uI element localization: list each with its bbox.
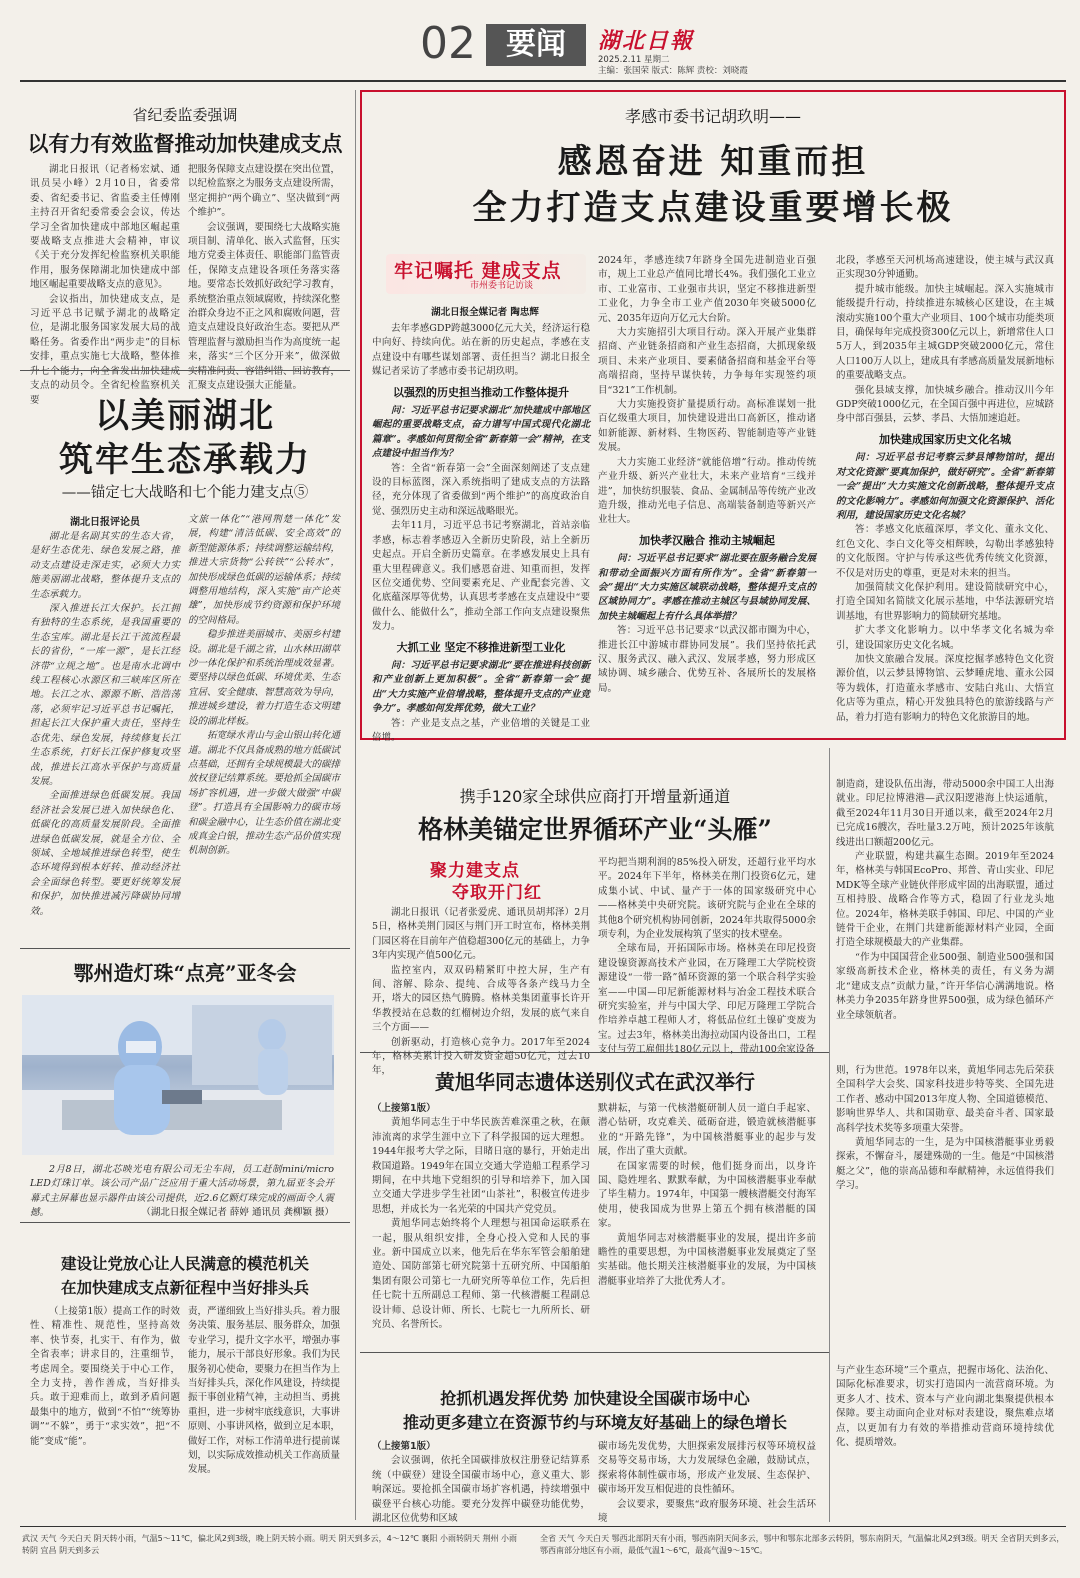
huang-headline: 黄旭华同志遗体送别仪式在武汉举行 [435,1070,755,1094]
ecology-byline: 湖北日报评论员 [70,517,140,528]
paragraph: 答：习近平总书记要求“以武汉都市圈为中心，推进长江中游城市群协同发展”。我们坚持依托武汉、服务武汉、融入武汉、发展孝感，努力形成区域协调、城乡融合、优势互补、各展所长的发展格局。 [598,625,816,694]
paragraph: 会议强调，要围绕七大战略实施项目制、清单化、嵌入式监督，压实地方党委主体责任、职能部门监管责任，保障支点建设各项任务落实落地。要常态长效抓好政纪学习教育，系统整治重点领域腐败，持续深化整治群众身边不正之风和腐败问题，营造支点建设良好政治生态。要把从严管理监督与激励担当作为高度统一起来，落实“三个区分开来”，做深做实精准问责、容错纠错、回访教育，汇聚支点建设强大正能量。 [188,221,341,392]
paragraph: 黄旭华同志生于中华民族苦难深重之秋，在颠沛流离的求学生涯中立下了科学报国的远大理想。1944年报考大学之际，目睹日寇的暴行，开始走出救国道路。1949年在国立交通大学造船工程系学习期间，在中共地下党组织的引导和培养下，加入国立交通大学进步学生社团“山茶社”，积极宣传进步思想，并成长为一名光荣的中国共产党党员。 [372,1117,590,1215]
feature-stamp [386,254,586,294]
question: 问：习近平总书记考察云梦县博物馆时，提出对文化资源“要真加保护，做好研究”。全省“新春第一会”提出“大力实施文化创新战略，整体提升支点的文化影响力”。孝感如何加强文化资源保护、活化利用，建设国家历史文化名城？ [836,452,1054,521]
feature-col2 [598,254,816,734]
paragraph: 产业联盟，构建共赢生态圈。2019年至2024年，格林美与韩国EcoPro、邦普、青山实业、印尼MDK等全球产业链伙伴形成牢固的出海联盟，通过互相持股、战略合作等方式，稳固了行业龙头地位。2024年，格林美联手韩国、印尼、中国的产业链骨干企业，在荆门共建新能源材料产业园，全面打造全球规模最大的产业集群。 [836,851,1054,949]
paragraph: 黄旭华同志始终将个人理想与祖国命运联系在一起，服从组织安排，全身心投入党和人民的事业。新中国成立以来，他先后在华东军管会船舶建造处、国防部第七研究院第十五研究所、中国船舶集团有限公司第七一九研究所等单位工作，先后担任七院十五所副总工程师、第一代核潜艇工程副总设计师、总设计师、所长、七院七一九所所长、研究员、名誉所长。 [372,1218,590,1331]
page-number: 02 [420,18,476,69]
paragraph: 答：孝感文化底蕴深厚，孝文化、董永文化、红色文化、李白文化等交相辉映，勾勒出孝感独特的文化版图。守护与传承这些优秀传统文化资源，不仅是对历史的尊重，更是对未来的担当。 [836,524,1054,579]
paragraph: 去年孝感GDP跨越3000亿元大关，经济运行稳中向好、持续向优。站在新的历史起点，孝感在支点建设中有哪些谋划部署、责任担当？湖北日报全媒记者采访了孝感市委书记胡玖明。 [372,323,590,378]
huang-col3 [836,1064,1054,1358]
feature-col1 [372,322,590,743]
paragraph: 创新驱动，打造核心竞争力。2017年至2024年，格林美累计投入研发资金超50亿元，过去10年， [372,1036,590,1077]
gem-stamp-title: 聚力建支点 [430,861,520,881]
continued-marker: （上接第1版） [372,1441,436,1452]
stamp-title: 牢记嘱托 建成支点 [394,260,562,282]
paragraph: 与产业生态环境”三个重点，把握市场化、法治化、国际化标准要求，切实打造国内一流营商环境。为更多人才、技术、资本与产业向湖北集聚提供根本保障。要主动面向企业对标对表建设，聚焦难点堵点，以更加有力有效的举措推动营商环境持续优化、提质增效。 [836,1365,1054,1449]
gem-kicker: 携手120家全球供应商打开增量新通道 [459,787,731,806]
feature-subhead-2: 大抓工业 坚定不移推进新型工业化 [396,640,566,654]
paragraph: 北段，孝感至天河机场高速建设，使主城与武汉真正实现30分钟通勤。 [836,255,1054,281]
paragraph: 监控室内，双双码精紧盯中控大屏，生产有间、溶解、除杂、提纯、合成等各条产线马力全开，塔大的园区热气腾腾。格林美集团董事长许开华教授站在总数的红榴树边介绍，发展的底气来自三个方面—— [372,964,590,1034]
paragraph: 加强简牍文化保护利用。建设简牍研究中心，打造全国知名简牍文化展示基地，中华法源研究培训基地，有世界影响力的简牍研究基地。 [836,581,1054,622]
paragraph: 全球布局，开拓国际市场。格林美在印尼投资建设镍资源高技术产业园，在万隆理工大学院校资源建设“一带一路”循环资源的第一个联合科学实验室——中国—印尼新能源材料与冶金工程技术联合研究实验室，并与中国大学、印尼万隆理工学院合作培养卓越工程师人才，将低品位红土镍矿变废为宝。过去3年，格林美出海拉动国内设备出口，工程支付与劳工雇佣共180亿元以上，带动100余家设备 [598,943,816,1056]
paragraph: 加快文旅融合发展。深度挖掘孝感特色文化资源价值，以云梦县博物馆、云梦睡虎地、董永公园等为载体，打造董永孝感市、安陆白兆山、大悟宣化店等为重点，精心开发独具特色的旅游线路与产品，着力打造有影响力的特色文化旅游目的地。 [836,653,1054,723]
feature-byline: 湖北日报全媒记者 陶忠辉 [431,307,539,318]
paragraph: 拓宽绿水青山与金山银山转化通道。湖北不仅具备成熟的地方低碳试点基础，还拥有全球规模最大的碳排放权登记结算系统。要抢抓全国碳市场扩容机遇，进一步做大做强“中碳登”。打造具有全国影响力的碳市场和碳金融中心，让生态价值在湖北变成真金白银，推动生态产品价值实现机制创新。 [188,730,341,857]
party-body-col1 [30,1305,180,1520]
weather-wuhan: 武汉 天气 今天白天 阴天转小雨，气温5～11℃，偏北风2到3级，晚上阴天转小雨。明天 阴天到多云，4～12℃ 襄阳 小雨转阴天 荆州 小雨转阴 宜昌 阴天到多云 [22,1534,518,1555]
paragraph: 把服务保障支点建设摆在突出位置，以纪检监察之为服务支点建设所需，坚定拥护“两个确立”、坚决做到“两个维护”。 [188,164,341,219]
paragraph: 湖北日报讯（记者杨宏斌、通讯员吴小峰）2月10日，省委常委、省纪委书记、省监委主任傅刚主持召开省纪委常委会会议，传达学习全省加快建成中部地区崛起重要战略支点推进大会精神，审议《关于充分发挥纪检监察机关职能作用，服务保障湖北加快建成中部地区崛起重要战略支点的意见》。 [30,164,180,291]
ecology-body-col2 [188,513,340,942]
paper-name: 湖北日報 [598,28,695,54]
gem-col2 [598,856,816,1056]
paragraph: 强化县域支撑，加快城乡融合。推动汉川今年GDP突破1000亿元，在全国百强中再进位，应城跻身中部百强县，云梦、孝昌、大悟加速追赶。 [836,384,1054,425]
supervision-body-col2 [188,163,341,392]
gem-stamp [412,856,570,903]
party-headline-line1: 建设让党放心让人民满意的模范机关 [60,1254,309,1273]
feature-headline-line2: 全力打造支点建设重要增长极 [472,188,954,228]
gem-col1 [372,906,590,1077]
paragraph: 2024年，孝感连续7年跻身全国先进制造业百强市，规上工业总产值同比增长4%。我们强化工业立市、工业富市、工业强市共识，坚定不移推进新型工业化，力争全市工业产值2030年突破5000亿元、2035年迈向万亿元大台阶。 [598,255,816,324]
paragraph: 则，行为世范。1978年以来，黄旭华同志先后荣获全国科学大会奖、国家科技进步特等奖、全国先进工作者、感动中国2013年度人物、全国道德模范、影响世界华人、共和国勋章、最美奋斗者、国家最高科学技术奖等多项重大荣誉。 [836,1065,1054,1134]
paragraph: “作为中国国营企业500强、制造业500强和国家级高新技术企业，格林美的责任，有义务为湖北“建成支点”贡献力量，”许开华信心满满地说。格林美力争2035年跻身世界500强，成为绿色循环产业全球领航者。 [836,951,1054,1021]
paragraph: 大力实施招引大项目行动。深入开展产业集群招商、产业链条招商和产业生态招商，大抓现象级项目、未来产业项目、要素储备招商和基金平台等高端招商，坚持早谋快转，力争每年实现签约项目“321”工作机制。 [598,327,816,396]
party-headline-line2: 在加快建成支点新征程中当好排头兵 [60,1278,309,1297]
weather-province: 全省 天气 今天白天 鄂西北部阴天有小雨，鄂西南阴天间多云，鄂中和鄂东北部多云转阴，鄂东南阴天，气温偏北风2到3级。明天 全省阴天到多云，鄂西南部分地区有小雨，最低气温1～6℃，最高气温9～15℃。 [540,1534,1065,1555]
photo-headline: 鄂州造灯珠“点亮”亚冬会 [73,961,297,985]
caption-text: 2月8日，湖北芯映光电有限公司无尘车间，员工赶制mini/micro LED灯珠订单。该公司产品广泛应用于重大活动场景，第九届亚冬会开幕式主屏幕也显示器件由该公司提供，近2.6亿颗灯珠完成的画面令人震撼。 [30,1164,334,1219]
ecology-body-col1 [30,530,180,942]
supervision-headline: 以有力有效监督推动加快建成支点 [27,131,343,156]
paragraph: 全面推进绿色低碳发展。我国经济社会发展已进入加快绿色化、低碳化的高质量发展阶段。全面推进绿色低碳发展，就是全方位、全领域、全地域推进绿色转型，使生态环境得到根本好转、推动经济社会全面绿色转型。要更好统筹发展和保护，加快推进减污降碳协同增效。 [30,790,180,917]
editor-line: 主编：张国荣 版式：陈辉 责校：刘晓霞 [598,66,748,76]
paragraph: 碳市场先发优势，大胆探索发展排污权等环境权益交易等交易市场，大力发展绿色金融，鼓励试点，探索将体制性碳市场，形成产业发展、生态保护、碳市场开发互相促进的良性循环。 [598,1441,816,1496]
paragraph: 黄旭华同志对核潜艇事业的发展，提出许多前瞻性的重要思想，为中国核潜艇事业发展奠定了坚实基础。他长期关注核潜艇事业的发展，为中国核潜艇事业培养了大批优秀人才。 [598,1232,816,1287]
paragraph: 扩大孝文化影响力。以中华孝文化名城为牵引，建设国家历史文化名城。 [836,625,1054,651]
stamp-subtitle: 市州委书记访谈 [470,281,534,291]
paragraph: 文旅一体化”“港网荆楚一体化”发展，构建“清洁低碳、安全高效”的新型能源体系；持续调整运输结构，推进大宗货物“公转铁”“公转水”，加快形成绿色低碳的运输体系；持续调整用地结构，深入实施“亩产论英雄”，加快形成节约资源和保护环境的空间格局。 [188,514,341,626]
feature-headline-line1: 感恩奋进 知重而担 [557,142,869,182]
party-body-col2 [188,1305,340,1520]
paragraph: 制造商，建设队伍出海，带动5000余中国工人出海就业。印尼拉博港港—武汉阳逻港海上快运通航，截至2024年11月30日开通以来，截至2024年2月已完成16艘次，吞吐量3.2万吨，预计2025年该航线进出口额超200亿元。 [836,779,1054,848]
feature-kicker: 孝感市委书记胡玖明—— [624,107,801,126]
carbon-col3 [836,1364,1054,1522]
question: 问：习近平总书记要求湖北“加快建成中部地区崛起的重要战略支点，奋力谱写中国式现代化湖北篇章”。孝感如何贯彻全省“新春第一会”精神，在支点建设中担当作为？ [372,405,590,460]
gem-headline: 格林美锚定世界循环产业“头雁” [418,815,772,844]
paragraph: 默耕耘，与第一代核潜艇研制人员一道白手起家、潜心钻研，攻克难关、砥砺奋进，锻造就核潜艇事业的“开路先锋”，为中国核潜艇事业的起步与发展，作出了重大贡献。 [598,1103,816,1158]
cleanroom-worker-image [22,995,334,1155]
continued-marker: （上接第1版） [372,1103,436,1114]
date-line: 2025.2.11 星期二 [598,55,670,65]
huang-col2 [598,1102,816,1340]
feature-subhead-4: 加快建成国家历史文化名城 [879,432,1011,446]
paragraph: 平均把当期利润的85%投入研发，还超行业平均水平。2024年下半年，格林美在荆门投资6亿元，建成集小试、中试、量产于一体的国家级研究中心——格林美中央研究院。该研究院与企业在全球的其他8个研究机构协同创新，2024年共取得5000余项专利，为企业发展构筑了坚实的技术壁垒。 [598,857,816,941]
paragraph: 会议指出，加快建成支点，是习近平总书记赋予湖北的战略定位，是湖北服务国家发展大局的战略任务。省委作出“两步走”的目标安排，重点实施七大战略，整体推升七个能力，向全省发出加快建成支点的动员令。全省纪检监察机关要 [30,293,180,406]
supervision-kicker: 省纪委监委强调 [132,106,238,124]
paragraph: 在国家需要的时候，他们挺身而出，以身许国、隐姓埋名、默默奉献，为中国核潜艇事业奉献了毕生精力。1974年，中国第一艘核潜艇交付海军使用，使我国成为世界上第五个拥有核潜艇的国家。 [598,1160,816,1230]
feature-subhead-1: 以强烈的历史担当推动工作整体提升 [393,385,569,399]
news-photo [22,995,334,1155]
paragraph: 湖北日报讯（记者张爱虎、通讯员胡邦泽）2月5日，格林美荆门园区与荆门开工时宣布，格林美荆门园区将在目前年产值稳超300亿元的基础上，力争3年内实现产值500亿元。 [372,907,590,962]
carbon-headline-line2: 推动更多建立在资源节约与环境友好基础上的绿色增长 [402,1413,787,1432]
paragraph: 答：全省“新春第一会”全面深刻阐述了支点建设的目标蓝图，深入系统指明了建成支点的方法路径，充分体现了省委做到“两个维护”的高度政治自觉、强烈历史主动和深远战略眼光。 [372,462,590,517]
gem-stamp-sub: 夺取开门红 [452,883,542,903]
paragraph: 会议要求，要聚焦“政府服务环境、社会生活环境 [598,1498,816,1525]
feature-subhead-3: 加快孝汉融合 推动主城崛起 [639,533,775,547]
gem-col3 [836,778,1054,1044]
question: 问：习近平总书记要求湖北“要在推进科技创新和产业创新上更加积极”。全省“新春第一会”提出“大力实施产业倍增战略，整体提升支点的产业竞争力”。孝感如何发挥优势，做大工业？ [372,659,590,715]
paragraph: 答：产业是支点之基，产业倍增的关键是工业倍增。 [372,717,590,743]
paragraph: 提升城市能级。加快主城崛起。深入实施城市能级提升行动，持续推进东城核心区建设，在主城滚动实施100个重大产业项目、100个城市功能类项目，确保每年完成投资300亿元以上，新增常住人口5万人，到2035年主城GDP突破2000亿元，常住人口100万人以上，建成具有孝感高质量发展新地标的重要战略支点。 [836,283,1054,382]
question: 问：习近平总书记要求“湖北要在服务融合发展和带动全面振兴方面有所作为”。全省“新春第一会”提出“大力实施区域联动战略，整体提升支点的区域协同力”。孝感在推动主城区与县域协同发展、加快主城崛起上有什么具体举措？ [598,553,816,622]
paragraph: 大力实施工业经济“就能倍增”行动。推动传统产业升级、新兴产业壮大，未来产业培育“三线并进”，加快纺织服装、食品、金属制品等传统产业改造升级，推动光电子信息、高端装备制造等新兴产业壮大。 [598,456,816,526]
paragraph: （上接第1版）提高工作的时效性、精准性、规范性，坚持高效率、快节奏，扎实干、有作为，做全省表率；讲求目的，注重细节，考虑周全。要围绕关于中心工作，全力支持，善作善成，当好排头兵。敢于迎难而上，敢到矛盾问题最集中的地方，做到“不怕”“统筹协调”“不躲”，勇于“求实效”，把“不能”变成“能”。 [30,1306,180,1447]
paragraph: 会议强调，依托全国碳排放权注册登记结算系统（中碳登）建设全国碳市场中心，意义重大、影响深远。要抢抓全国碳市场扩容机遇，持续增强中碳登平台核心功能。要充分发挥中碳登功能优势，湖北区位优势和区域 [372,1455,590,1525]
ecology-headline-line1: 以美丽湖北 [95,396,275,436]
huang-col1 [372,1102,590,1340]
paragraph: 大力实施投资扩量提质行动。高标准谋划一批百亿级重大项目，加快建设进出口高新区，推动诸如新能源、新材料、生物医药、智能制造等产业链发展。 [598,399,816,454]
paragraph: 责，严谨细致上当好排头兵。着力服务决策、服务基层、服务群众，加强专业学习，提升文字水平，增强办事能力，展示干部良好形象。我们为民服务初心使命，要聚力在担当作为上当好排头兵，深化作风建设，持续提振干事创业精气神，主动担当、勇挑重担，进一步树牢底线意识，大事讲原则、小事讲风格，做到立足本职，做好工作，对标工作清单进行提前谋划，以实际成效推动机关工作高质量发展。 [188,1306,341,1476]
paragraph: 去年11月，习近平总书记考察湖北，首站亲临孝感，标志着孝感迈入全新历史阶段，站上全新历史起点。开启全新历史篇章。在孝感发展史上具有重大里程碑意义。我们感恩奋进、知重而担，发挥区位交通优势、空间要素充足、产业配套完善、文化底蕴深厚等优势，认真思考孝感在支点建设中“要做什么、能做什么”，推动全部工作向支点建设聚焦发力。 [372,520,590,633]
carbon-col1 [372,1440,590,1525]
photo-credit: （湖北日报全媒记者 薛婷 通讯员 龚柳颖 摄） [141,1207,334,1218]
supervision-body-col1 [30,163,180,406]
carbon-headline-line1: 抢抓机遇发挥优势 加快建设全国碳市场中心 [440,1389,750,1408]
carbon-col2 [598,1440,816,1525]
paragraph: 湖北是名副其实的生态大省，是好生态优先、绿色发展之路，推动支点建设走深走实，必须大力实施美丽湖北战略，整体提升支点的生态承载力。 [30,531,180,600]
section-label: 要闻 [486,24,586,66]
ecology-headline-line2: 筑牢生态承载力 [59,440,311,480]
feature-col3 [836,254,1054,734]
paragraph: 深入推进长江大保护。长江拥有独特的生态系统，是我国重要的生态宝库。湖北是长江干流流程最长的省份，“一库一源”，是长江经济带“立规之地”。也是南水北调中线工程核心水源区和三峡库区所在地。长江之水、源源不断、浩浩荡荡，必须牢记习近平总书记嘱托，担起长江大保护重大责任，坚持生态优先、绿色发展，持续修复长江生态系统，打好长江保护修复攻坚战，推进长江高水平保护与高质量发展。 [30,603,180,787]
ecology-subtitle: ——锚定七大战略和七个能力建支点⑤ [61,485,309,501]
paragraph: 黄旭华同志的一生，是为中国核潜艇事业勇毅探索，不懈奋斗，屡建殊勋的一生。他是“中国核潜艇之父”，他的崇高品德和奉献精神，永远值得我们学习。 [836,1137,1054,1192]
paragraph: 稳步推进美丽城市、美丽乡村建设。湖北是千湖之省，山水林田湖草沙一体化保护和系统治理成效显著。要坚持以绿色低碳、环境优美、生态宜居、安全健康、智慧高效为导向，推进城乡建设，着力打造生态文明建设的湖北样板。 [188,629,341,727]
